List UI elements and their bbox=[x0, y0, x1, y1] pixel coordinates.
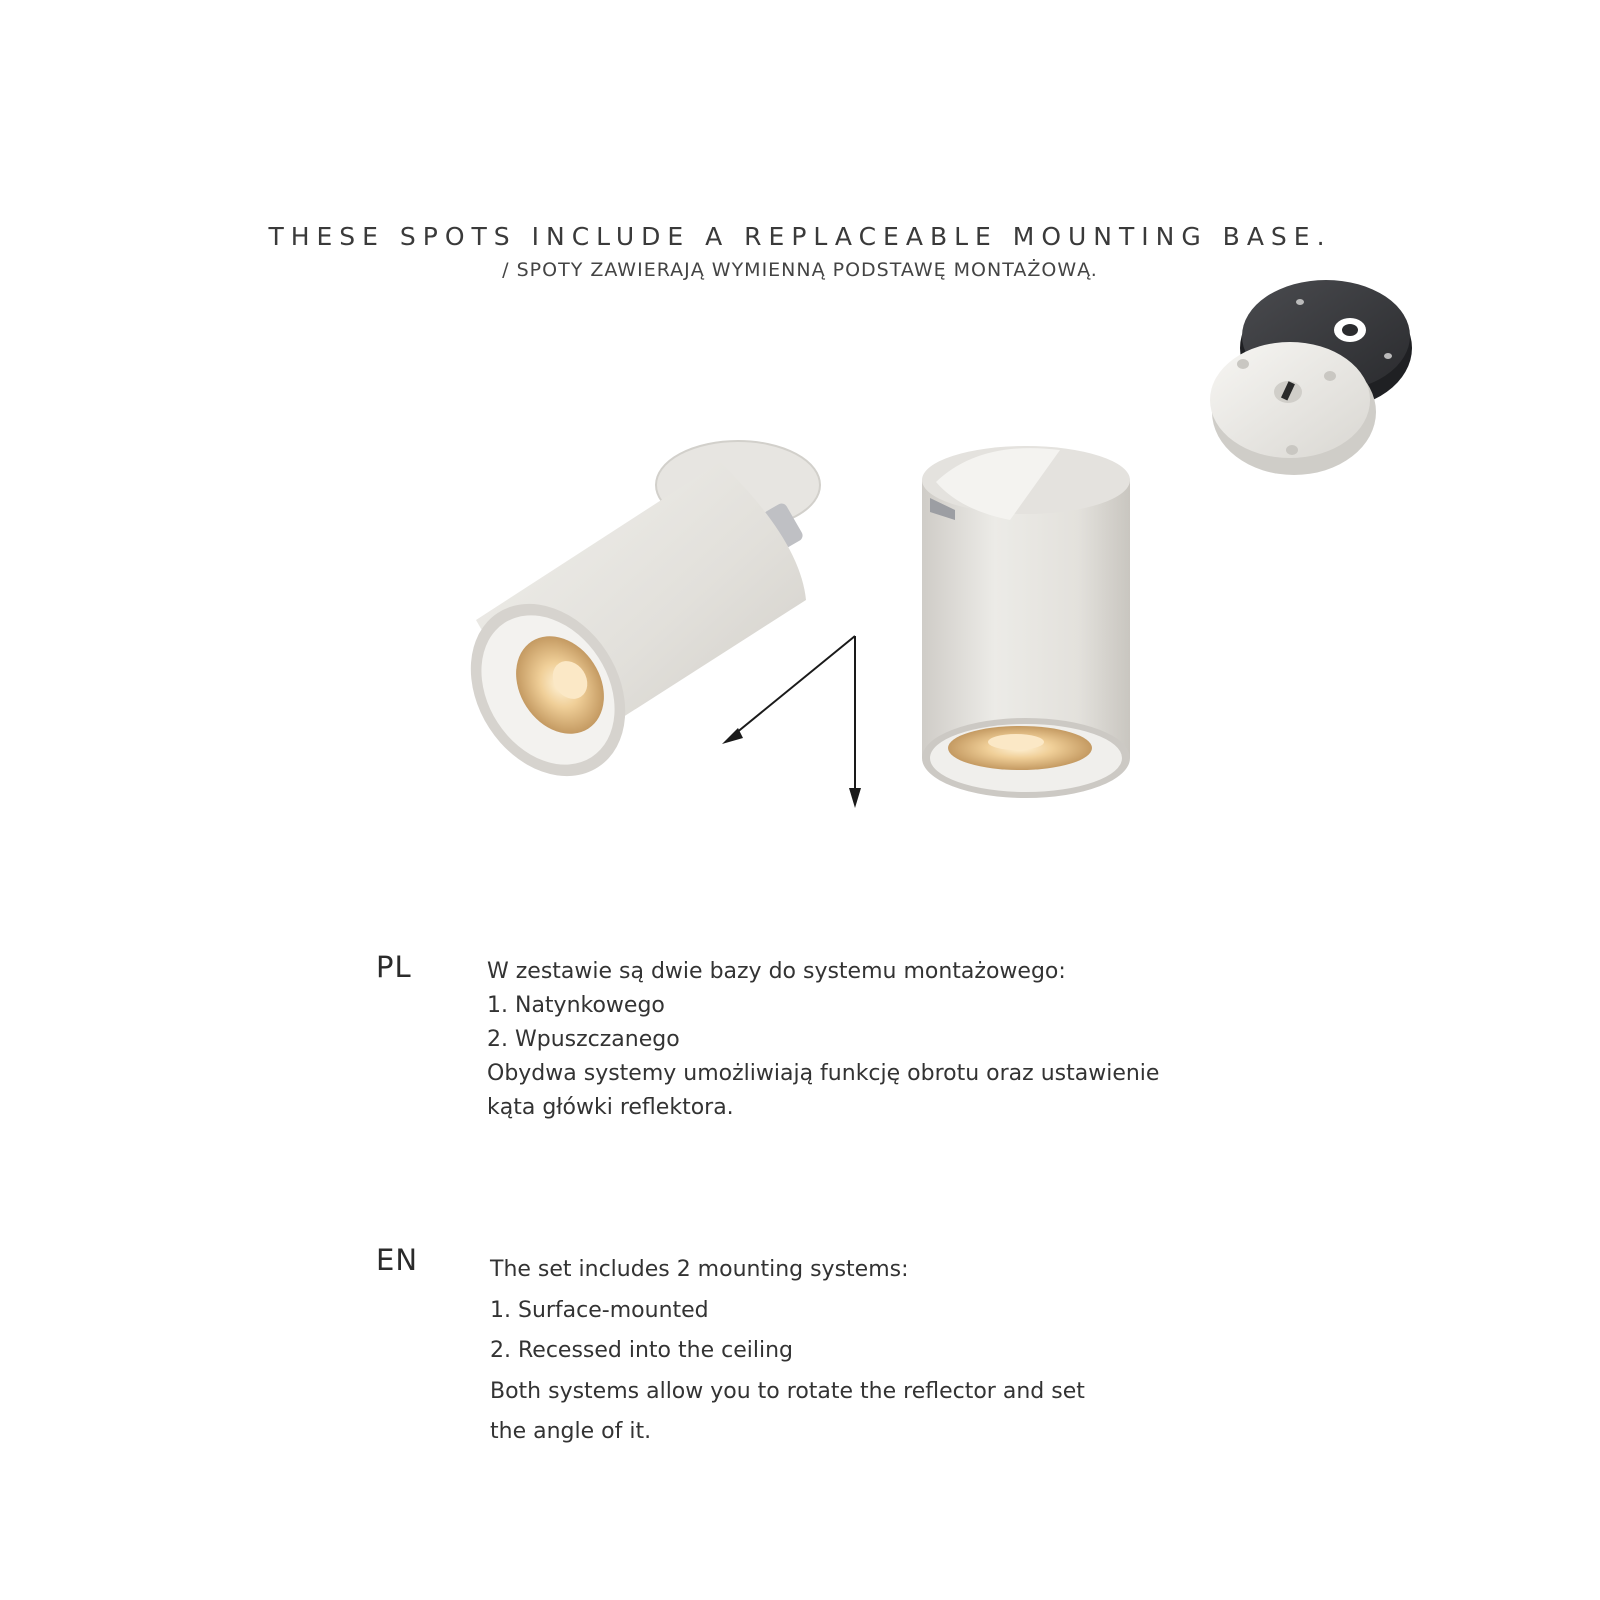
polish-line: kąta główki reflektora. bbox=[487, 1095, 734, 1120]
english-line: the angle of it. bbox=[490, 1419, 652, 1444]
tilted-spotlight bbox=[439, 441, 820, 805]
english-description bbox=[490, 1250, 1085, 1453]
polish-line: Obydwa systemy umożliwiają funkcję obrotu oraz ustawienie bbox=[487, 1061, 1160, 1086]
english-code: EN bbox=[376, 1243, 419, 1277]
english-line: 2. Recessed into the ceiling bbox=[490, 1338, 793, 1363]
polish-line: 1. Natynkowego bbox=[487, 993, 665, 1018]
fixed-spotlight bbox=[922, 446, 1130, 798]
heading-english: THESE SPOTS INCLUDE A REPLACEABLE MOUNTING BASE. bbox=[268, 222, 1332, 251]
polish-code: PL bbox=[376, 950, 412, 984]
english-line: Both systems allow you to rotate the reflector and set bbox=[490, 1378, 1085, 1404]
english-line: 1. Surface-mounted bbox=[490, 1297, 709, 1323]
arrow-head-down bbox=[849, 788, 861, 808]
heading-polish: / SPOTY ZAWIERAJĄ WYMIENNĄ PODSTAWĘ MONTAŻOWĄ. bbox=[502, 259, 1098, 281]
rotation-arrows bbox=[730, 636, 855, 795]
polish-line: W zestawie są dwie bazy do systemu montażowego: bbox=[487, 959, 1066, 984]
polish-description bbox=[487, 955, 1159, 1125]
english-line: The set includes 2 mounting systems: bbox=[490, 1257, 909, 1282]
polish-line: 2. Wpuszczanego bbox=[487, 1027, 680, 1052]
